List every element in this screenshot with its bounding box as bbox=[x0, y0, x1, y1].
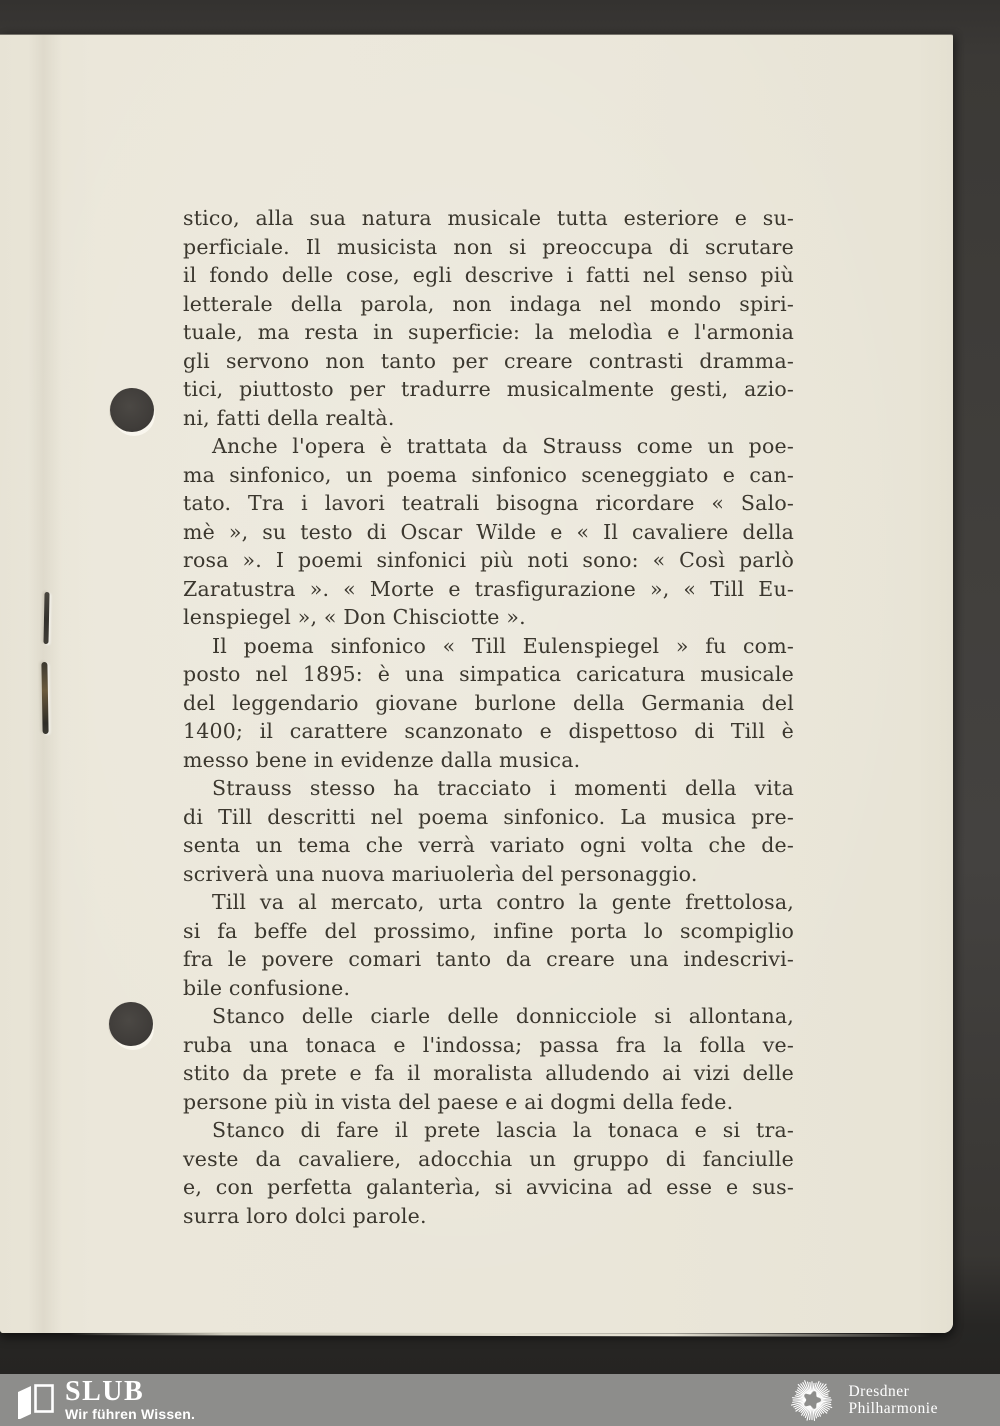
text-line: mè », su testo di Oscar Wilde e « Il cavaliere della bbox=[183, 519, 794, 544]
text-line: Strauss stesso ha tracciato i momenti della vita bbox=[212, 776, 794, 800]
text-line: persone più in vista del paese e ai dogmi della fede. bbox=[183, 1089, 734, 1114]
text-line: ma sinfonico, un poema sinfonico sceneggiato e can- bbox=[183, 462, 794, 487]
text-line: tato. Tra i lavori teatrali bisogna ricordare « Salo- bbox=[183, 491, 794, 515]
text-line: il fondo delle cose, egli descrive i fatti nel senso più bbox=[183, 263, 794, 287]
text-line: scriverà una nuova mariuolerìa del personaggio. bbox=[183, 861, 698, 886]
text-line: e, con perfetta galanterìa, si avvicina ad esse e sus- bbox=[183, 1175, 794, 1199]
text-line: tuale, ma resta in superficie: la melodìa e l'armonia bbox=[183, 320, 794, 344]
text-line: gli servono non tanto per creare contrasti dramma- bbox=[183, 348, 794, 373]
stacked-page-edge bbox=[70, 1332, 932, 1337]
text-line: del leggendario giovane burlone della Germania del bbox=[183, 690, 794, 715]
slub-tagline: Wir führen Wissen. bbox=[65, 1406, 196, 1422]
text-line: letterale della parola, non indaga nel mondo spiri- bbox=[183, 291, 794, 316]
open-book-icon bbox=[17, 1383, 55, 1419]
hole-punch-bottom bbox=[109, 1002, 153, 1046]
dresdner-philharmonie-logo[interactable] bbox=[789, 1377, 938, 1423]
text-line: Il poema sinfonico « Till Eulenspiegel » fu com- bbox=[212, 633, 794, 658]
text-line: Stanco di fare il prete lascia la tonaca e si tra- bbox=[212, 1118, 794, 1142]
text-line: Zaratustra ». « Morte e trasfigurazione », « Till Eu- bbox=[183, 576, 794, 601]
text-line: bile confusione. bbox=[183, 975, 351, 1000]
text-line: veste da cavaliere, adocchia un gruppo di fanciulle bbox=[183, 1146, 794, 1171]
philharmonie-line1: Dresdner bbox=[848, 1383, 910, 1400]
text-line: lenspiegel », « Don Chisciotte ». bbox=[183, 605, 526, 629]
text-line: si fa beffe del prossimo, infine porta lo scompiglio bbox=[183, 918, 794, 943]
text-line: messo bene in evidenze dalla musica. bbox=[183, 747, 581, 772]
text-line: Anche l'opera è trattata da Strauss come un poe- bbox=[212, 434, 794, 458]
text-line: ni, fatti della realtà. bbox=[183, 405, 395, 430]
text-line: Stanco delle ciarle delle donnicciole si allontana, bbox=[212, 1004, 794, 1028]
text-line: posto nel 1895: è una simpatica caricatura musicale bbox=[183, 662, 794, 686]
page-text bbox=[183, 204, 794, 1230]
hole-punch-top bbox=[110, 388, 154, 432]
text-line: senta un tema che verrà variato ogni volta che de- bbox=[183, 833, 794, 857]
text-line: 1400; il carattere scanzonato e dispettoso di Till è bbox=[183, 719, 794, 743]
staple-bottom-leg bbox=[41, 662, 48, 734]
footer-bar bbox=[0, 1374, 1000, 1426]
text-line: fra le povere comari tanto da creare una indescrivi- bbox=[183, 947, 794, 971]
scanned-page bbox=[0, 34, 953, 1333]
text-line: Till va al mercato, urta contro la gente frettolosa, bbox=[212, 890, 794, 914]
philharmonie-line2: Philharmonie bbox=[848, 1400, 938, 1417]
slub-logo[interactable] bbox=[17, 1377, 195, 1423]
text-line: tici, piuttosto per tradurre musicalmente gesti, azio- bbox=[183, 377, 794, 401]
starburst-icon bbox=[789, 1377, 835, 1423]
text-line: ruba una tonaca e l'indossa; passa fra la folla ve- bbox=[183, 1032, 794, 1057]
text-line: surra loro dolci parole. bbox=[183, 1203, 427, 1228]
text-line: stico, alla sua natura musicale tutta esteriore e su- bbox=[183, 206, 794, 230]
text-line: perficiale. Il musicista non si preoccupa di scrutare bbox=[183, 234, 794, 259]
text-line: di Till descritti nel poema sinfonico. La musica pre- bbox=[183, 804, 794, 829]
text-line: stito da prete e fa il moralista alludendo ai vizi delle bbox=[183, 1061, 794, 1085]
text-line: rosa ». I poemi sinfonici più noti sono: « Così parlò bbox=[183, 548, 794, 572]
slub-wordmark: SLUB bbox=[65, 1376, 145, 1407]
